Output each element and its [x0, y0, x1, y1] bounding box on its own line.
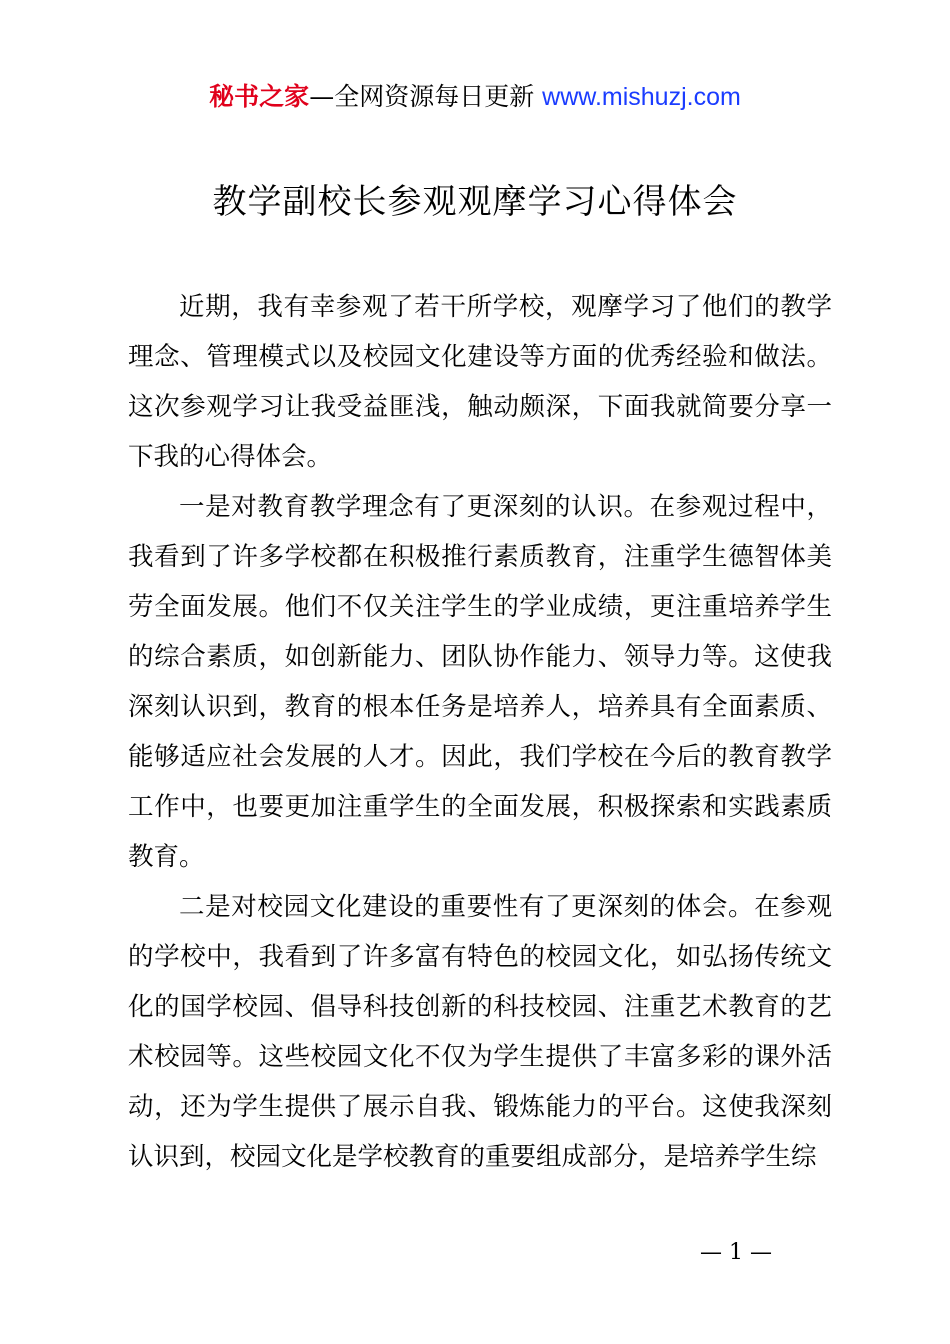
site-header [0, 80, 950, 114]
document-title: 教学副校长参观观摩学习心得体会 [212, 182, 738, 222]
paragraph-intro: 近期，我有幸参观了若干所学校，观摩学习了他们的教学理念、管理模式以及校园文化建设等方面的优秀经验和做法。这次参观学习让我受益匪浅，触动颇深，下面我就简要分享一下我的心得体会。 [128, 292, 832, 472]
site-brand: 秘书之家 [209, 82, 310, 111]
page-number: — 1 — [700, 1240, 772, 1265]
site-url-link[interactable]: www.mishuzj.com [542, 83, 741, 111]
paragraph-point-one: 一是对教育教学理念有了更深刻的认识。在参观过程中，我看到了许多学校都在积极推行素质教育，注重学生德智体美劳全面发展。他们不仅关注学生的学业成绩，更注重培养学生的综合素质，如创新能力、团队协作能力、领导力等。这使我深刻认识到，教育的根本任务是培养人，培养具有全面素质、能够适应社会发展的人才。因此，我们学校在今后的教育教学工作中，也要更加注重学生的全面发展，积极探索和实践素质教育。 [128, 492, 832, 872]
document-body [128, 282, 832, 1182]
site-tagline: —全网资源每日更新 [309, 82, 535, 111]
paragraph-point-two: 二是对校园文化建设的重要性有了更深刻的体会。在参观的学校中，我看到了许多富有特色的校园文化，如弘扬传统文化的国学校园、倡导科技创新的科技校园、注重艺术教育的艺术校园等。这些校园文化不仅为学生提供了丰富多彩的课外活动，还为学生提供了展示自我、锻炼能力的平台。这使我深刻认识到，校园文化是学校教育的重要组成部分，是培养学生综 [128, 892, 832, 1172]
